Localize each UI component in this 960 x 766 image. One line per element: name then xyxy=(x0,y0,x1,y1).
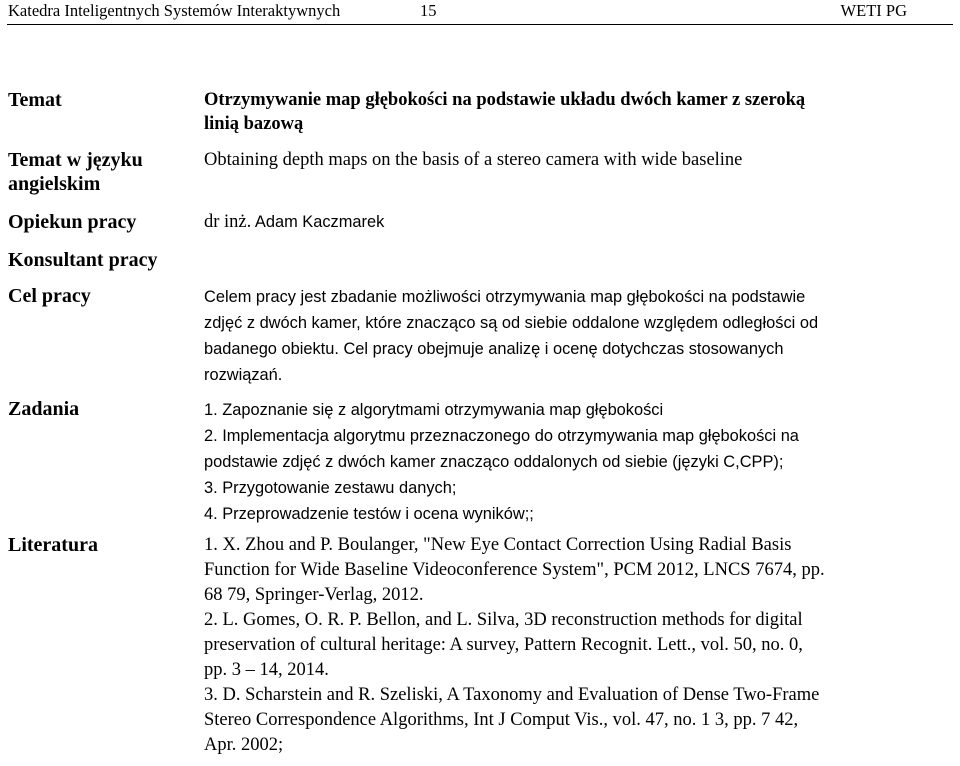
zadania-line: 1. Zapoznanie się z algorytmami otrzymywania map głębokości xyxy=(204,401,664,419)
header-page-number: 15 xyxy=(420,1,437,20)
label-konsultant: Konsultant pracy xyxy=(8,249,158,271)
label-zadania: Zadania xyxy=(8,398,80,420)
label-temat-en-line: Temat w języku xyxy=(8,149,143,171)
label-opiekun: Opiekun pracy xyxy=(8,211,137,233)
value-literatura xyxy=(204,533,949,758)
value-temat xyxy=(204,88,949,136)
literatura-line: preservation of cultural heritage: A survey, Pattern Recognit. Lett., vol. 50, no. 0, xyxy=(204,635,803,655)
value-cel xyxy=(204,284,949,388)
label-temat: Temat xyxy=(8,89,62,111)
cel-line: Celem pracy jest zbadanie możliwości otrzymywania map głębokości na podstawie xyxy=(204,288,806,306)
zadania-line: podstawie zdjęć z dwóch kamer znacząco oddalonych od siebie (języki C,CPP); xyxy=(204,453,784,471)
cel-line: zdjęć z dwóch kamer, które znacząco są od siebie oddalone względem odległości od xyxy=(204,314,819,332)
literatura-line: 3. D. Scharstein and R. Szeliski, A Taxonomy and Evaluation of Dense Two-Frame xyxy=(204,685,820,705)
zadania-line: 2. Implementacja algorytmu przeznaczonego do otrzymywania map głębokości na xyxy=(204,427,799,445)
page-header xyxy=(0,0,960,24)
literatura-line: 2. L. Gomes, O. R. P. Bellon, and L. Silva, 3D reconstruction methods for digital xyxy=(204,610,803,630)
literatura-line: Stereo Correspondence Algorithms, Int J Comput Vis., vol. 47, no. 1 3, pp. 7 42, xyxy=(204,710,799,730)
opiekun-title: dr inż. xyxy=(204,212,252,232)
label-temat-en xyxy=(8,148,143,196)
label-temat-en-line: angielskim xyxy=(8,173,101,195)
cel-line: rozwiązań. xyxy=(204,366,283,384)
cel-line: badanego obiektu. Cel pracy obejmuje analizę i ocenę dotychczas stosowanych xyxy=(204,340,784,358)
zadania-line: 3. Przygotowanie zestawu danych; xyxy=(204,479,457,497)
literatura-line: 1. X. Zhou and P. Boulanger, "New Eye Contact Correction Using Radial Basis xyxy=(204,535,792,555)
label-literatura: Literatura xyxy=(8,534,98,556)
temat-line: Otrzymywanie map głębokości na podstawie układu dwóch kamer z szeroką xyxy=(204,90,806,110)
literatura-line: 68 79, Springer-Verlag, 2012. xyxy=(204,585,424,605)
literatura-line: Function for Wide Baseline Videoconference System", PCM 2012, LNCS 7674, pp. xyxy=(204,560,825,580)
zadania-line: 4. Przeprowadzenie testów i ocena wyników;; xyxy=(204,505,534,523)
temat-line: linią bazową xyxy=(204,114,304,134)
value-opiekun xyxy=(204,210,949,235)
header-institution: WETI PG xyxy=(840,1,907,20)
opiekun-name: Adam Kaczmarek xyxy=(251,213,385,231)
label-cel: Cel pracy xyxy=(8,285,91,307)
value-temat-en: Obtaining depth maps on the basis of a stereo camera with wide baseline xyxy=(204,150,743,170)
value-zadania xyxy=(204,397,949,527)
header-divider xyxy=(7,24,953,25)
literatura-line: Apr. 2002; xyxy=(204,735,284,755)
literatura-line: pp. 3 – 14, 2014. xyxy=(204,660,329,680)
header-department: Katedra Inteligentnych Systemów Interaktywnych xyxy=(8,1,341,20)
